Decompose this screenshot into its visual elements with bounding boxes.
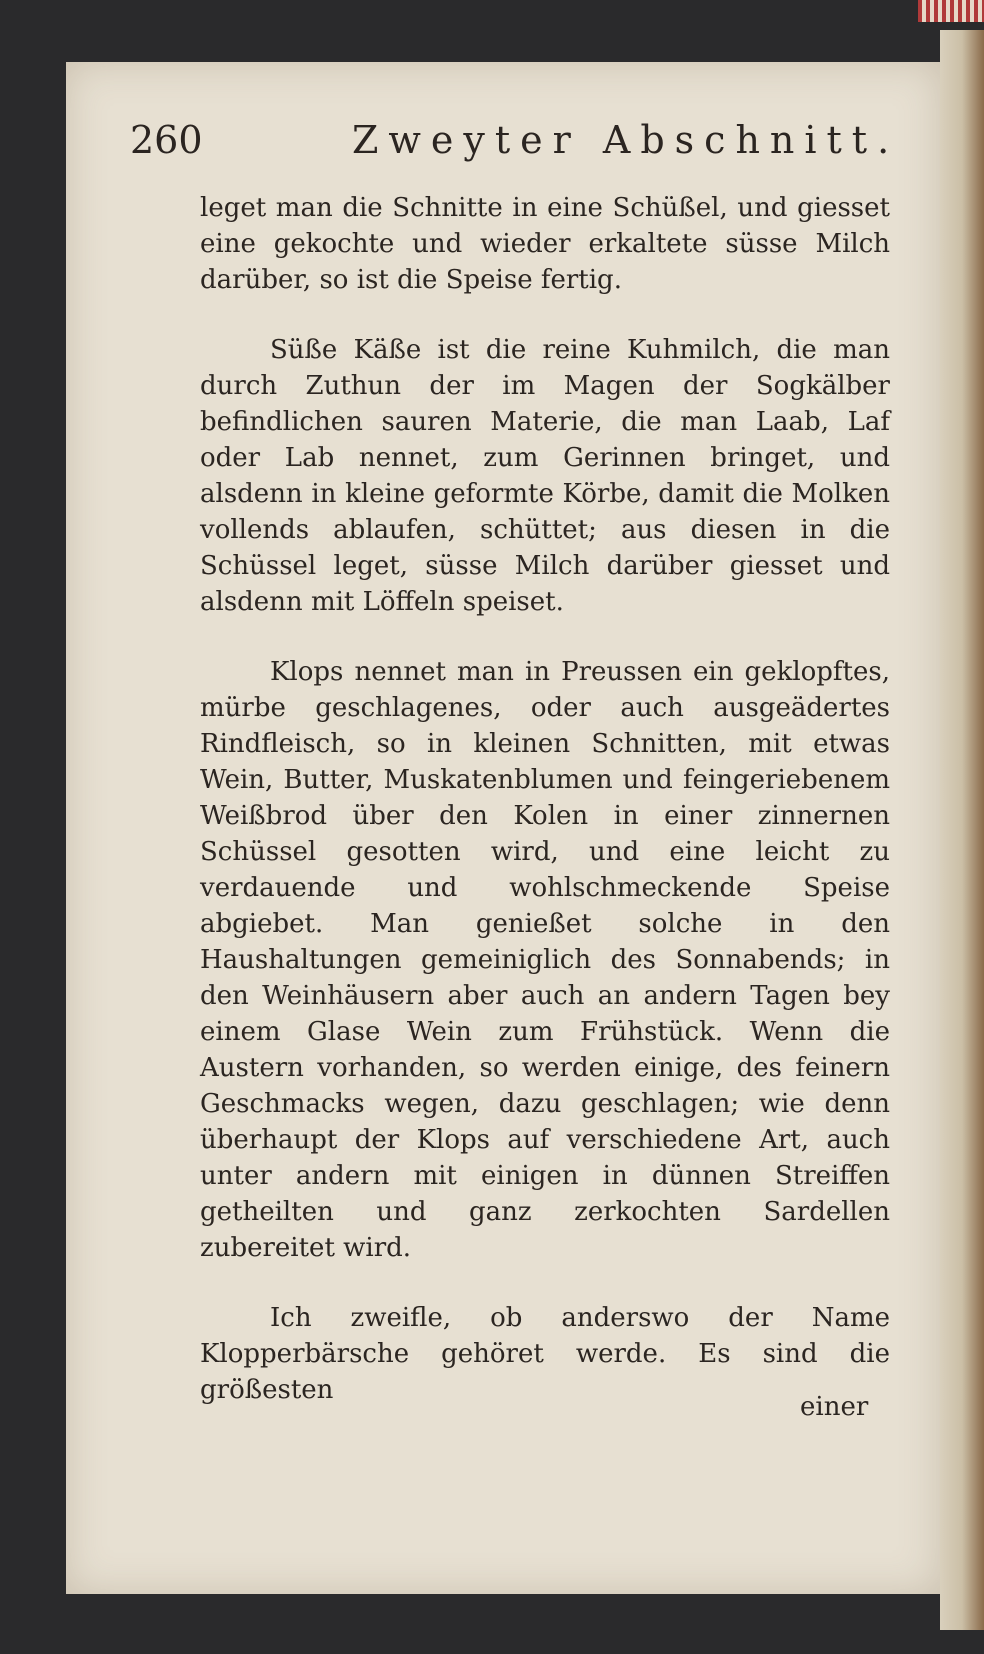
running-head: Zweyter Abschnitt. (352, 118, 900, 162)
paragraph-klops: Klops nennet man in Preussen ein geklopftes, mürbe geschlagenes, oder auch ausgeädertes Rindfleisch, so in kleinen Schnitten, mit etwas Wein, Butter, Muskatenblumen und feingeriebenem Weißbrod über den Kolen in einer zinnernen Schüssel gesotten wird, und eine leicht zu verdauende und wohlschmeckende Speise abgiebet. Man genießet solche in den Haushaltungen gemeiniglich des Sonnabends; in den Weinhäusern aber auch an andern Tagen bey einem Glase Wein zum Frühstück. Wenn die Austern vorhanden, so werden einige, des feinern Geschmacks wegen, dazu geschlagen; wie denn überhaupt der Klops auf verschiedene Art, auch unter andern mit einigen in dünnen Streiffen getheilten und ganz zerkochten Sardellen zubereitet wird. (200, 657, 890, 1263)
paragraph-continuation: leget man die Schnitte in eine Schüßel, und giesset eine gekochte und wieder erkaltete süsse Milch darüber, so ist die Speise fertig. (200, 193, 890, 295)
body-text (200, 190, 890, 1408)
paragraph-klopperbaersche: Ich zweifle, ob anderswo der Name Klopperbärsche gehöret werde. Es sind die größesten (200, 1303, 890, 1405)
book-binding-edge (918, 0, 984, 22)
catchword: einer (800, 1392, 869, 1422)
paragraph-suesse-kaese: Süße Käße ist die reine Kuhmilch, die man durch Zuthun der im Magen der Sogkälber befindlichen sauren Materie, die man Laab, Laf oder Lab nennet, zum Gerinnen bringet, und alsdenn in kleine geformte Körbe, damit die Molken vollends ablaufen, schüttet; aus diesen in die Schüssel leget, süsse Milch darüber giesset und alsdenn mit Löffeln speiset. (200, 335, 890, 617)
page-number: 260 (130, 118, 203, 162)
page-header (130, 118, 910, 168)
book-page-stack (940, 30, 984, 1630)
